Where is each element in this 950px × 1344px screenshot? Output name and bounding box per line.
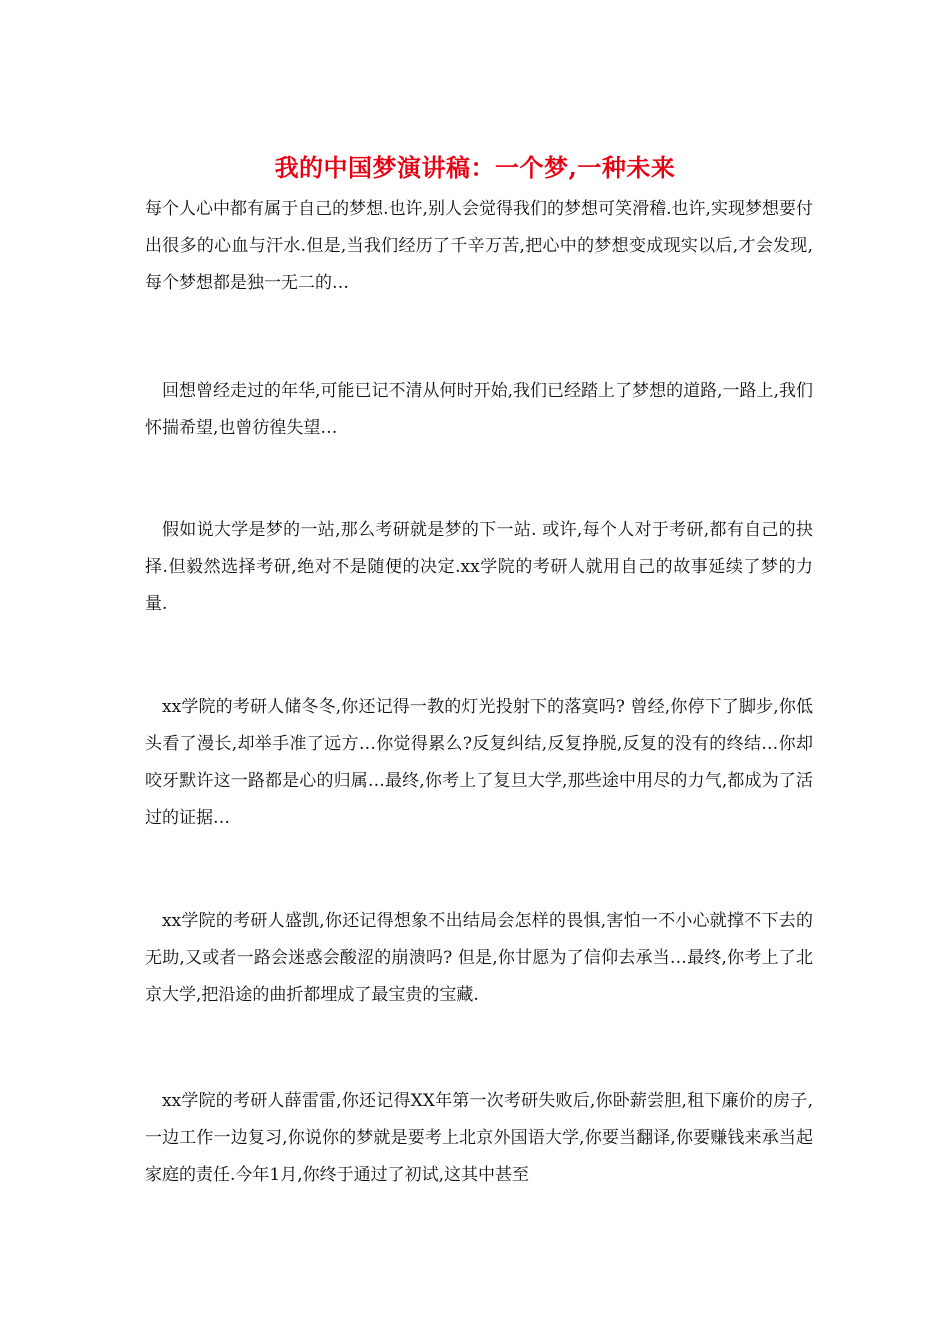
paragraph-xue-leilei: xx学院的考研人薛雷雷,你还记得XX年第一次考研失败后,你卧薪尝胆,租下廉价的房子,一边工作一边复习,你说你的梦就是要考上北京外国语大学,你要当翻译,你要赚钱来承当起家庭的责任.今年1月,你终于通过了初试,这其中甚至 <box>145 1091 813 1185</box>
document-title: 我的中国梦演讲稿：一个梦,一种未来 <box>274 153 676 182</box>
paragraph-recall: 回想曾经走过的年华,可能已记不清从何时开始,我们已经踏上了梦想的道路,一路上,我们怀揣希望,也曾彷徨失望… <box>145 381 813 438</box>
paragraph-intro: 每个人心中都有属于自己的梦想.也许,别人会觉得我们的梦想可笑滑稽.也许,实现梦想要付出很多的心血与汗水.但是,当我们经历了千辛万苦,把心中的梦想变成现实以后,才会发现,每个梦想都是独一无二的… <box>145 199 813 293</box>
paragraph-sheng-kai: xx学院的考研人盛凯,你还记得想象不出结局会怎样的畏惧,害怕一不小心就撑不下去的无助,又或者一路会迷惑会酸涩的崩溃吗? 但是,你甘愿为了信仰去承当…最终,你考上了北京大学,把沿途的曲折都埋成了最宝贵的宝藏. <box>145 911 813 1005</box>
paragraph-chu-dongdong: xx学院的考研人储冬冬,你还记得一教的灯光投射下的落寞吗? 曾经,你停下了脚步,你低头看了漫长,却举手准了远方…你觉得累么?反复纠结,反复挣脱,反复的没有的终结…你却咬牙默许这一路都是心的归属…最终,你考上了复旦大学,那些途中用尽的力气,都成为了活过的证据… <box>145 697 813 828</box>
paragraph-kaoyan: 假如说大学是梦的一站,那么考研就是梦的下一站. 或许,每个人对于考研,都有自己的抉择.但毅然选择考研,绝对不是随便的决定.xx学院的考研人就用自己的故事延续了梦的力量. <box>145 520 813 614</box>
